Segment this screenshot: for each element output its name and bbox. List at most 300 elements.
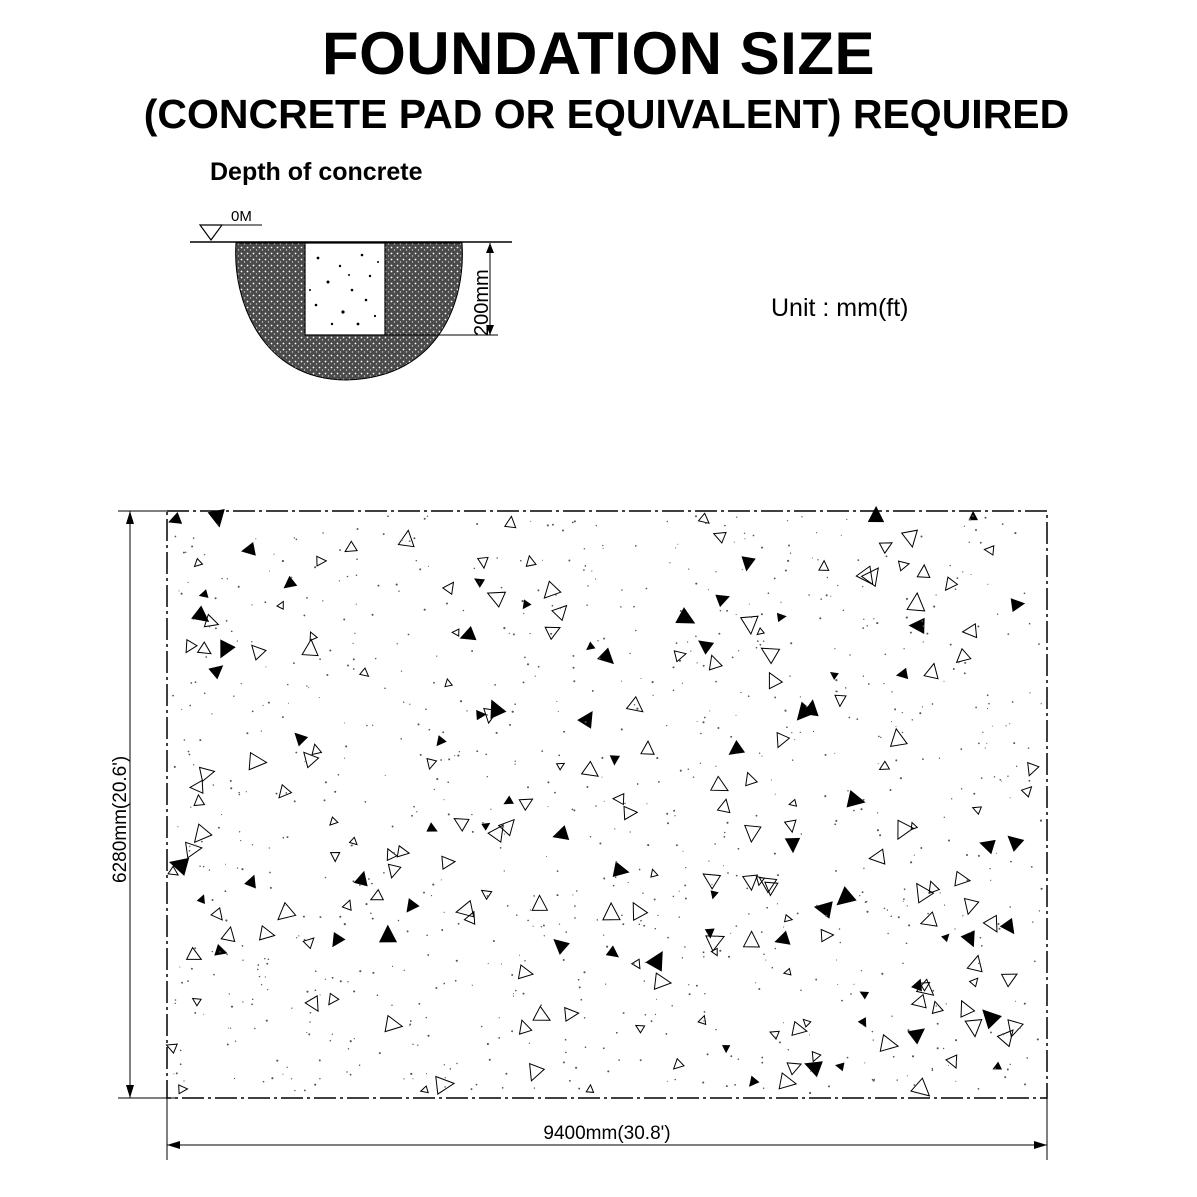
aggregate-dot <box>906 617 908 619</box>
aggregate-dot <box>509 724 511 726</box>
aggregate-dot <box>411 815 413 817</box>
aggregate-dot <box>458 923 460 925</box>
aggregate-dot <box>490 809 491 810</box>
page-subtitle: (CONCRETE PAD OR EQUIVALENT) REQUIRED <box>143 91 1070 137</box>
aggregate-dot <box>436 655 437 656</box>
aggregate-dot <box>849 654 850 655</box>
aggregate-dot <box>441 929 443 931</box>
aggregate-dot <box>656 999 657 1000</box>
aggregate-dot <box>772 967 774 969</box>
aggregate-dot <box>673 689 675 691</box>
aggregate-dot <box>273 554 274 555</box>
aggregate-dot <box>758 988 760 990</box>
aggregate-dot <box>267 989 268 990</box>
aggregate-dot <box>460 700 462 702</box>
aggregate-dot <box>978 743 980 745</box>
aggregate-dot <box>412 1044 413 1045</box>
aggregate-dot <box>682 957 683 958</box>
aggregate-dot <box>788 545 790 547</box>
aggregate-dot <box>954 928 955 929</box>
aggregate-dot <box>783 927 784 928</box>
aggregate-dot <box>679 916 680 917</box>
aggregate-dot <box>527 663 529 665</box>
aggregate-dot <box>225 919 227 921</box>
aggregate-dot <box>428 729 430 731</box>
aggregate-dot <box>956 1061 958 1063</box>
aggregate-dot <box>1038 643 1040 645</box>
aggregate-dot <box>894 708 896 710</box>
aggregate-dot <box>999 928 1001 930</box>
aggregate-dot <box>1024 1003 1026 1005</box>
aggregate-dot <box>757 640 759 642</box>
aggregate-dot <box>903 898 905 900</box>
aggregate-dot <box>703 1020 704 1021</box>
aggregate-dot <box>472 831 474 833</box>
aggregate-dot <box>459 751 460 752</box>
aggregate-dot <box>270 887 272 889</box>
aggregate-dot <box>910 632 912 634</box>
aggregate-dot <box>304 1089 306 1091</box>
aggregate-dot <box>515 990 517 992</box>
aggregate-dot <box>319 658 321 660</box>
aggregate-dot <box>628 882 629 883</box>
aggregate-dot <box>908 924 910 926</box>
concrete-section-diagram <box>190 208 512 380</box>
aggregate-dot <box>563 1061 565 1063</box>
aggregate-dot <box>761 1057 763 1059</box>
unit-label: Unit : mm(ft) <box>771 294 909 322</box>
aggregate-dot <box>977 626 979 628</box>
aggregate-dot <box>482 822 483 823</box>
aggregate-dot <box>239 831 240 832</box>
aggregate-dot <box>466 710 467 711</box>
aggregate-dot <box>703 665 705 667</box>
aggregate-dot <box>201 841 203 843</box>
aggregate-dot <box>1016 766 1017 767</box>
aggregate-dot <box>863 868 864 869</box>
aggregate-dot <box>511 974 513 976</box>
aggregate-dot <box>572 809 574 811</box>
aggregate-dot <box>981 945 983 947</box>
aggregate-dot <box>409 1023 411 1025</box>
width-arrow-right-icon <box>1034 1141 1047 1149</box>
aggregate-dot <box>194 1012 196 1014</box>
aggregate-dot <box>579 986 581 988</box>
aggregate-dot <box>960 748 962 750</box>
aggregate-dot <box>541 750 543 752</box>
aggregate-dot <box>835 679 837 681</box>
aggregate-dot <box>972 515 974 517</box>
aggregate-dot <box>599 657 601 659</box>
aggregate-dot <box>761 931 763 933</box>
aggregate-dot <box>1002 1033 1004 1035</box>
aggregate-dot <box>601 757 603 759</box>
aggregate-dot <box>454 755 455 756</box>
aggregate-dot <box>736 517 737 518</box>
aggregate-dot <box>895 726 896 727</box>
aggregate-dot <box>391 1004 392 1005</box>
aggregate-dot <box>523 613 524 614</box>
aggregate-dot <box>708 589 709 590</box>
aggregate-dot <box>519 955 520 956</box>
aggregate-dot <box>444 1064 445 1065</box>
aggregate-dot <box>700 763 701 764</box>
aggregate-dot <box>1029 623 1031 625</box>
aggregate-dot <box>189 846 190 847</box>
aggregate-dot <box>640 920 642 922</box>
aggregate-dot <box>353 990 355 992</box>
aggregate-dot <box>853 984 854 985</box>
aggregate-dot <box>896 1079 897 1080</box>
aggregate-dot <box>448 813 450 815</box>
aggregate-dot <box>457 755 459 757</box>
aggregate-dot <box>203 1014 204 1015</box>
aggregate-dot <box>684 884 686 886</box>
aggregate-dot <box>618 1059 620 1061</box>
aggregate-dot <box>227 578 228 579</box>
aggregate-dot <box>558 755 560 757</box>
aggregate-dot <box>426 1073 427 1074</box>
aggregate-dot <box>761 1062 763 1064</box>
aggregate-dot <box>344 923 346 925</box>
aggregate-dot <box>992 726 993 727</box>
aggregate-dot <box>443 983 445 985</box>
aggregate-dot <box>675 547 676 548</box>
aggregate-dot <box>424 609 426 611</box>
aggregate-dot <box>685 898 687 900</box>
aggregate-dot <box>690 650 691 651</box>
aggregate-dot <box>883 683 884 684</box>
aggregate-dot <box>218 827 220 829</box>
aggregate-dot <box>296 539 298 541</box>
aggregate-dot <box>1004 1076 1006 1078</box>
aggregate-dot <box>850 993 852 995</box>
aggregate-dot <box>981 777 983 779</box>
aggregate-dot <box>676 642 678 644</box>
aggregate-dot <box>393 852 395 854</box>
aggregate-dot <box>891 721 892 722</box>
aggregate-dot <box>238 792 240 794</box>
aggregate-dot <box>853 810 855 812</box>
aggregate-dot <box>696 985 698 987</box>
aggregate-dot <box>639 869 641 871</box>
aggregate-dot <box>356 558 358 560</box>
aggregate-dot <box>708 861 709 862</box>
aggregate-dot <box>565 931 567 933</box>
aggregate-dot <box>557 870 559 872</box>
aggregate-dot <box>953 668 955 670</box>
aggregate-dot <box>834 823 836 825</box>
aggregate-dot <box>580 999 582 1001</box>
aggregate-dot <box>994 1068 996 1070</box>
aggregate-dot <box>294 537 295 538</box>
aggregate-dot <box>877 812 878 813</box>
aggregate-dot <box>790 642 792 644</box>
aggregate-dot <box>569 1080 571 1082</box>
aggregate-dot <box>877 829 879 831</box>
aggregate-dot <box>680 610 682 612</box>
aggregate-dot <box>257 969 259 971</box>
aggregate-dot <box>370 913 372 915</box>
aggregate-dot <box>225 864 226 865</box>
aggregate-dot <box>209 626 210 627</box>
aggregate-dot <box>403 1078 404 1079</box>
aggregate-dot <box>654 899 656 901</box>
aggregate-dot <box>937 1047 939 1049</box>
aggregate-dot <box>251 1003 253 1005</box>
aggregate-dot <box>252 844 253 845</box>
aggregate-dot <box>456 960 458 962</box>
aggregate-dot <box>359 884 361 886</box>
aggregate-dot <box>606 946 608 948</box>
aggregate-dot <box>595 805 597 807</box>
aggregate-dot <box>646 803 647 804</box>
aggregate-dot <box>340 980 342 982</box>
aggregate-dot <box>840 942 842 944</box>
aggregate-dot <box>359 970 361 972</box>
aggregate-dot <box>372 918 374 920</box>
aggregate-dot <box>481 1026 483 1028</box>
aggregate-dot <box>956 577 958 579</box>
aggregate-dot <box>862 1024 863 1025</box>
aggregate-dot <box>697 662 698 663</box>
aggregate-dot <box>204 554 205 555</box>
aggregate-dot <box>303 916 305 918</box>
aggregate-dot <box>308 687 309 688</box>
aggregate-dot <box>726 610 728 612</box>
aggregate-dot <box>837 585 838 586</box>
aggregate-dot <box>709 710 710 711</box>
aggregate-dot <box>268 702 270 704</box>
aggregate-dot <box>329 649 331 651</box>
aggregate-dot <box>978 1088 980 1090</box>
aggregate-dot <box>932 1069 934 1071</box>
aggregate-dot <box>436 778 438 780</box>
aggregate-dot <box>420 754 422 756</box>
aggregate-dot <box>471 650 473 652</box>
aggregate-dot <box>1029 692 1030 693</box>
aggregate-dot <box>937 1023 939 1025</box>
aggregate-dot <box>939 758 940 759</box>
aggregate-dot <box>471 814 472 815</box>
aggregate-dot <box>433 682 435 684</box>
aggregate-dot <box>334 791 336 793</box>
height-dimension <box>110 511 175 1098</box>
aggregate-dot <box>997 613 998 614</box>
aggregate-dot <box>651 1020 653 1022</box>
aggregate-dot <box>180 1063 182 1065</box>
aggregate-dot <box>948 1065 949 1066</box>
aggregate-dot <box>711 884 712 885</box>
aggregate-dot <box>488 963 489 964</box>
aggregate-dot <box>843 610 845 612</box>
aggregate-dot <box>378 585 380 587</box>
aggregate-dot <box>835 820 837 822</box>
aggregate-dot <box>416 811 417 812</box>
aggregate-dot <box>174 766 176 768</box>
aggregate-dot <box>401 539 403 541</box>
aggregate-dot <box>816 905 818 907</box>
aggregate-dot <box>339 580 340 581</box>
aggregate-dot <box>955 1039 957 1041</box>
aggregate-dot <box>759 753 760 754</box>
aggregate-dot <box>913 1084 915 1086</box>
aggregate-dot <box>685 867 686 868</box>
aggregate-dot <box>476 1084 478 1086</box>
aggregate-dot <box>732 657 734 659</box>
aggregate-dot <box>230 1027 231 1028</box>
aggregate-dot <box>763 1087 764 1088</box>
aggregate-dot <box>409 1025 410 1026</box>
aggregate-dot <box>666 813 668 815</box>
aggregate-dot <box>407 930 409 932</box>
aggregate-dot <box>970 574 971 575</box>
aggregate-dot <box>496 557 497 558</box>
aggregate-dot <box>392 966 393 967</box>
aggregate-dot <box>191 545 193 547</box>
aggregate-dot <box>404 970 405 971</box>
aggregate-dot <box>629 653 630 654</box>
aggregate-dot <box>515 761 516 762</box>
height-dimension-label: 6280mm(20.6') <box>110 755 131 883</box>
aggregate-dot <box>315 989 317 991</box>
aggregate-dot <box>387 515 389 517</box>
aggregate-dot <box>193 618 194 619</box>
aggregate-dot <box>586 604 588 606</box>
aggregate-dot <box>1001 781 1002 782</box>
aggregate-dot <box>903 901 904 902</box>
aggregate-dot <box>714 843 716 845</box>
aggregate-dot <box>924 619 925 620</box>
aggregate-dot <box>427 516 428 517</box>
aggregate-dot <box>825 754 827 756</box>
aggregate-dot <box>689 993 691 995</box>
aggregate-dot <box>178 590 179 591</box>
aggregate-dot <box>812 557 813 558</box>
aggregate-dot <box>559 923 560 924</box>
aggregate-dot <box>445 1077 446 1078</box>
aggregate-dot <box>621 915 623 917</box>
aggregate-dot <box>935 1005 936 1006</box>
aggregate-dot <box>241 868 243 870</box>
aggregate-dot <box>982 732 983 733</box>
aggregate-dot <box>550 633 551 634</box>
aggregate-dot <box>940 892 941 893</box>
aggregate-dot <box>547 524 549 526</box>
aggregate-dot <box>231 630 233 632</box>
aggregate-dot <box>576 890 578 892</box>
aggregate-dot <box>319 1078 320 1079</box>
aggregate-dot <box>771 780 772 781</box>
aggregate-dot <box>891 1016 892 1017</box>
aggregate-dot <box>749 604 750 605</box>
aggregate-dot <box>964 526 965 527</box>
aggregate-dot <box>213 974 215 976</box>
aggregate-dot <box>320 994 321 995</box>
aggregate-dot <box>427 1035 429 1037</box>
aggregate-dot <box>565 1039 567 1041</box>
aggregate-dot <box>486 714 488 716</box>
aggregate-dot <box>269 571 270 572</box>
aggregate-dot <box>786 726 788 728</box>
aggregate-dot <box>1015 1001 1016 1002</box>
aggregate-dot <box>504 834 505 835</box>
aggregate-dot <box>872 1031 873 1032</box>
aggregate-dot <box>242 1001 243 1002</box>
aggregate-dot <box>635 545 637 547</box>
aggregate-dot <box>287 836 289 838</box>
aggregate-dot <box>763 641 764 642</box>
aggregate-dot <box>180 1050 182 1052</box>
aggregate-dot <box>409 540 411 542</box>
aggregate-dot <box>512 711 514 713</box>
aggregate-dot <box>494 684 496 686</box>
aggregate-dot <box>1037 1038 1039 1040</box>
aggregate-dot <box>655 1014 656 1015</box>
aggregate-dot <box>246 791 247 792</box>
aggregate-dot <box>348 1048 349 1049</box>
aggregate-dot <box>809 1034 810 1035</box>
aggregate-dot <box>763 954 765 956</box>
aggregate-dot <box>987 584 988 585</box>
aggregate-dot <box>252 999 254 1001</box>
aggregate-dot <box>633 606 635 608</box>
aggregate-dot <box>213 784 215 786</box>
aggregate-dot <box>667 937 669 939</box>
aggregate-dot <box>761 756 762 757</box>
aggregate-dot <box>426 1017 427 1018</box>
aggregate-dot <box>603 638 605 640</box>
aggregate-dot <box>440 759 442 761</box>
aggregate-dot <box>985 747 986 748</box>
aggregate-dot <box>964 672 966 674</box>
aggregate-dot <box>413 537 415 539</box>
aggregate-dot <box>306 597 308 599</box>
aggregate-dot <box>955 588 957 590</box>
aggregate-dot <box>891 691 892 692</box>
aggregate-dot <box>655 928 657 930</box>
aggregate-dot <box>339 549 341 551</box>
aggregate-dot <box>501 587 503 589</box>
aggregate-dot <box>514 703 516 705</box>
level-marker-icon <box>200 225 222 240</box>
aggregate-dot <box>603 877 605 879</box>
height-arrow-bottom-icon <box>126 1085 134 1098</box>
aggregate-dot <box>371 883 373 885</box>
aggregate-dot <box>682 851 683 852</box>
aggregate-dot <box>500 847 502 849</box>
aggregate-dot <box>187 980 189 982</box>
aggregate-dot <box>319 1059 321 1061</box>
aggregate-dot <box>837 984 838 985</box>
aggregate-dot <box>383 872 385 874</box>
aggregate-dot <box>656 757 658 759</box>
aggregate-dot <box>1028 780 1030 782</box>
aggregate-dot <box>282 837 284 839</box>
aggregate-dot <box>779 1041 781 1043</box>
height-arrow-top-icon <box>126 511 134 524</box>
aggregate-dot <box>787 560 789 562</box>
aggregate-dot <box>189 850 191 852</box>
aggregate-dot <box>533 895 535 897</box>
aggregate-dot <box>1012 701 1014 703</box>
aggregate-dot <box>765 960 766 961</box>
aggregate-dot <box>306 991 308 993</box>
aggregate-dot <box>687 641 688 642</box>
aggregate-dot <box>707 1053 709 1055</box>
aggregate-dot <box>1034 961 1036 963</box>
aggregate-dot <box>862 586 863 587</box>
